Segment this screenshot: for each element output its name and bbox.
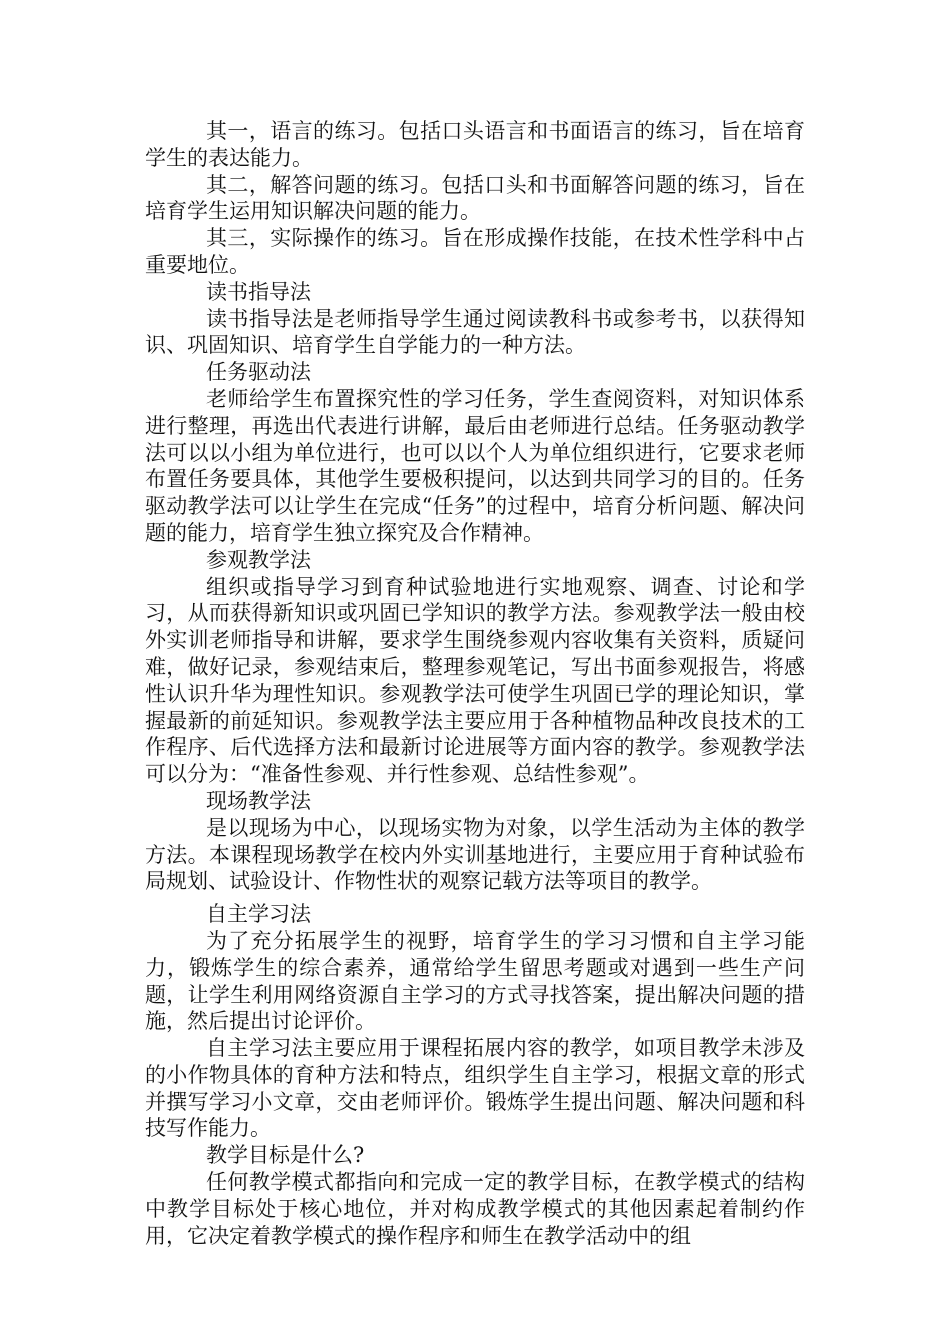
- paragraph-self-study-application: 自主学习法主要应用于课程拓展内容的教学，如项目教学未涉及的小作物具体的育种方法和特点，组织学生自主学习，根据文章的形式并撰写学习小文章，交由老师评价。锻炼学生提出问题、解决问题和科技写作能力。: [145, 1036, 805, 1141]
- paragraph-reading-guidance: 读书指导法是老师指导学生通过阅读教科书或参考书，以获得知识、巩固知识、培育学生自学能力的一种方法。: [145, 306, 805, 358]
- heading-teaching-goal: 教学目标是什么?: [206, 1143, 365, 1168]
- paragraph-visit-teaching: 组织或指导学习到育种试验地进行实地观察、调查、讨论和学习，从而获得新知识或巩固已学知识的教学方法。参观教学法一般由校外实训老师指导和讲解，要求学生围绕参观内容收集有关资料，质疑问难，做好记录，参观结束后，整理参观笔记，写出书面参观报告，将感性认识升华为理性知识。参观教学法可使学生巩固已学的理论知识，掌握最新的前延知识。参观教学法主要应用于各种植物品种改良技术的工作程序、后代选择方法和最新讨论进展等方面内容的教学。参观教学法可以分为：“准备性参观、并行性参观、总结性参观”。: [145, 574, 805, 787]
- paragraph-self-study: 为了充分拓展学生的视野，培育学生的学习习惯和自主学习能力，锻炼学生的综合素养，通常给学生留思考题或对遇到一些生产问题，让学生利用网络资源自主学习的方式寻找答案，提出解决问题的措施，然后提出讨论评价。: [145, 928, 805, 1034]
- paragraph-answer-practice: 其二，解答问题的练习。包括口头和书面解答问题的练习，旨在培育学生运用知识解决问题的能力。: [145, 172, 805, 224]
- paragraph-language-practice: 其一，语言的练习。包括口头语言和书面语言的练习，旨在培育学生的表达能力。: [145, 119, 805, 170]
- heading-visit-teaching: 参观教学法: [206, 547, 311, 572]
- paragraph-teaching-goal: 任何教学模式都指向和完成一定的教学目标，在教学模式的结构中教学目标处于核心地位，并对构成教学模式的其他因素起着制约作用，它决定着教学模式的操作程序和师生在教学活动中的组: [145, 1170, 805, 1248]
- heading-field-teaching: 现场教学法: [206, 788, 311, 813]
- paragraph-operation-practice: 其三，实际操作的练习。旨在形成操作技能，在技术性学科中占重要地位。: [145, 226, 805, 277]
- document-page: [145, 118, 805, 1249]
- paragraph-task-driven: 老师给学生布置探究性的学习任务，学生查阅资料，对知识体系进行整理，再选出代表进行讲解，最后由老师进行总结。任务驱动教学法可以以小组为单位进行，也可以以个人为单位组织进行，它要求老师布置任务要具体，其他学生要极积提问，以达到共同学习的目的。任务驱动教学法可以让学生在完成“任务”的过程中，培育分析问题、解决问题的能力，培育学生独立探究及合作精神。: [145, 386, 805, 545]
- paragraph-field-teaching: 是以现场为中心，以现场实物为对象，以学生活动为主体的教学方法。本课程现场教学在校内外实训基地进行，主要应用于育种试验布局规划、试验设计、作物性状的观察记载方法等项目的教学。: [145, 815, 805, 894]
- heading-self-study: 自主学习法: [206, 902, 311, 927]
- heading-task-driven: 任务驱动法: [206, 360, 311, 385]
- heading-reading-guidance: 读书指导法: [206, 279, 311, 304]
